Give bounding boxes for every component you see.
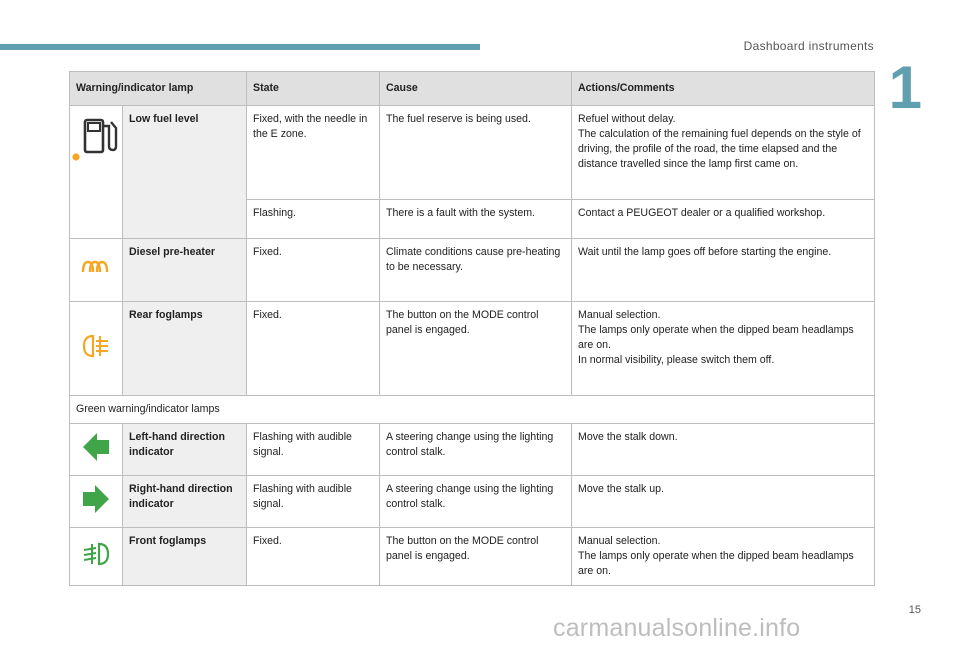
chapter-number: 1 <box>888 54 922 121</box>
action-cell: Contact a PEUGEOT dealer or a qualified workshop. <box>572 200 875 239</box>
table-row <box>70 106 875 200</box>
table-row <box>70 239 875 302</box>
action-line: Refuel without delay. <box>578 113 676 125</box>
action-cell <box>572 106 875 200</box>
action-line: In normal visibility, please switch them off. <box>578 354 775 366</box>
action-cell <box>572 528 875 586</box>
table-header-row <box>70 72 875 106</box>
column-header-cause: Cause <box>380 72 572 106</box>
preheater-coil-icon <box>81 258 111 278</box>
lamp-name: Low fuel level <box>123 106 247 239</box>
action-line: Manual selection. <box>578 309 661 321</box>
left-arrow-icon <box>81 431 111 463</box>
group-title: Green warning/indicator lamps <box>70 396 875 424</box>
fuel-pump-icon <box>71 110 121 166</box>
table-row <box>70 424 875 476</box>
header-accent-bar <box>0 44 480 50</box>
column-header-actions: Actions/Comments <box>572 72 875 106</box>
action-cell: Wait until the lamp goes off before starting the engine. <box>572 239 875 302</box>
lamp-name: Diesel pre-heater <box>123 239 247 302</box>
warning-lamps-table <box>69 71 875 586</box>
section-title: Dashboard instruments <box>743 39 874 53</box>
cause-cell: A steering change using the lighting control stalk. <box>380 476 572 528</box>
state-cell: Fixed. <box>247 239 380 302</box>
action-cell <box>572 302 875 396</box>
state-cell: Flashing with audible signal. <box>247 476 380 528</box>
cause-cell: There is a fault with the system. <box>380 200 572 239</box>
front-fog-lamp-cell <box>70 528 123 586</box>
state-cell: Flashing. <box>247 200 380 239</box>
lamp-name: Left-hand direction indicator <box>123 424 247 476</box>
action-cell: Move the stalk down. <box>572 424 875 476</box>
orange-dot-icon <box>72 153 79 160</box>
cause-cell: The fuel reserve is being used. <box>380 106 572 200</box>
right-indicator-lamp-cell <box>70 476 123 528</box>
group-row <box>70 396 875 424</box>
cause-cell: A steering change using the lighting control stalk. <box>380 424 572 476</box>
rear-foglamp-icon <box>81 333 111 359</box>
table-row <box>70 528 875 586</box>
lamp-name: Rear foglamps <box>123 302 247 396</box>
state-cell: Flashing with audible signal. <box>247 424 380 476</box>
action-line: The lamps only operate when the dipped beam headlamps are on. <box>578 550 854 577</box>
table-row <box>70 476 875 528</box>
state-cell: Fixed, with the needle in the E zone. <box>247 106 380 200</box>
state-cell: Fixed. <box>247 528 380 586</box>
table-row <box>70 302 875 396</box>
cause-cell: The button on the MODE control panel is engaged. <box>380 302 572 396</box>
action-cell: Move the stalk up. <box>572 476 875 528</box>
lamp-name: Front foglamps <box>123 528 247 586</box>
action-line: The calculation of the remaining fuel depends on the style of driving, the profile of the road, the time elapsed and the distance travelled since the lamp first came on. <box>578 128 861 170</box>
column-header-lamp: Warning/indicator lamp <box>70 72 247 106</box>
lamp-name: Right-hand direction indicator <box>123 476 247 528</box>
action-line: The lamps only operate when the dipped beam headlamps are on. <box>578 324 854 351</box>
state-cell: Fixed. <box>247 302 380 396</box>
left-indicator-lamp-cell <box>70 424 123 476</box>
column-header-state: State <box>247 72 380 106</box>
cause-cell: Climate conditions cause pre-heating to be necessary. <box>380 239 572 302</box>
watermark: carmanualsonline.info <box>553 614 801 642</box>
front-foglamp-icon <box>81 541 111 567</box>
page-number: 15 <box>908 604 921 616</box>
diesel-lamp-cell <box>70 239 123 302</box>
fuel-lamp-cell <box>70 106 123 239</box>
action-line: Manual selection. <box>578 535 661 547</box>
rear-fog-lamp-cell <box>70 302 123 396</box>
right-arrow-icon <box>81 483 111 515</box>
cause-cell: The button on the MODE control panel is engaged. <box>380 528 572 586</box>
